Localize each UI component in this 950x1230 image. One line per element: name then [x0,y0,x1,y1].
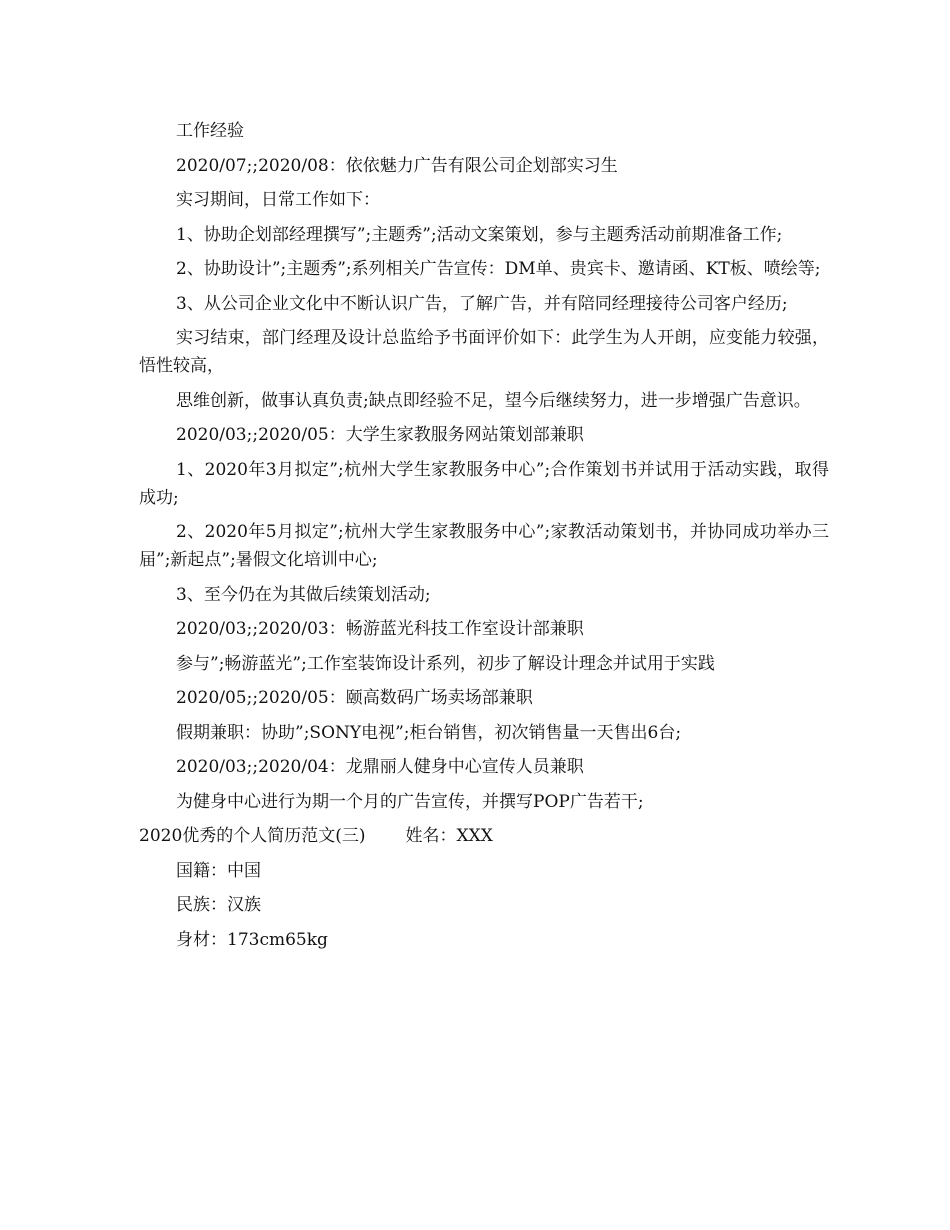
paragraph-studio-period: 2020/03;;2020/03：畅游蓝光科技工作室设计部兼职 [176,619,584,639]
paragraph-tutoring-3: 3、至今仍在为其做后续策划活动; [176,584,431,605]
paragraph-fitness-period: 2020/03;;2020/04：龙鼎丽人健身中心宣传人员兼职 [176,757,584,777]
paragraph-duty-2: 2、协助设计”;主题秀”;系列相关广告宣传：DM单、贵宾卡、邀请函、KT板、喷绘等; [176,259,821,279]
paragraph-work-experience-heading: 工作经验 [176,121,244,141]
paragraph-tutoring-period: 2020/03;;2020/05：大学生家教服务网站策划部兼职 [176,425,584,445]
paragraph-studio-duty: 参与”;畅游蓝光”;工作室装饰设计系列，初步了解设计理念并试用于实践 [176,653,715,674]
paragraph-daily-work-intro: 实习期间，日常工作如下： [176,190,380,210]
paragraph-duty-3: 3、从公司企业文化中不断认识广告，了解广告，并有陪同经理接待公司客户经历; [176,293,788,314]
document-body [139,117,829,960]
paragraph-duty-1: 1、协助企划部经理撰写”;主题秀”;活动文案策划，参与主题秀活动前期准备工作; [176,224,783,245]
paragraph-store-duty: 假期兼职：协助”;SONY电视”;柜台销售，初次销售量一天售出6台; [176,722,682,743]
detail-nationality: 国籍：中国 [176,860,261,881]
detail-ethnicity: 民族：汉族 [176,895,261,915]
paragraph-evaluation: 实习结束，部门经理及设计总监给予书面评价如下：此学生为人开朗，应变能力较强，悟性较高， [139,328,829,376]
paragraph-internship-period: 2020/07;;2020/08：依依魅力广告有限公司企划部实习生 [176,155,618,176]
paragraph-tutoring-2: 2、2020年5月拟定”;杭州大学生家教服务中心”;家教活动策划书，并协同成功举办三届”;新起点”;暑假文化培训中心; [139,522,829,570]
paragraph-tutoring-1: 1、2020年3月拟定”;杭州大学生家教服务中心”;合作策划书并试用于活动实践，取得成功; [139,459,829,508]
paragraph-store-period: 2020/05;;2020/05：颐高数码广场卖场部兼职 [176,688,533,708]
name-field: 姓名：XXX [405,826,493,846]
detail-height-weight: 身材：173cm65kg [176,929,328,950]
section-title-line [139,822,829,850]
paragraph-evaluation-continued: 思维创新，做事认真负责;缺点即经验不足，望今后继续努力，进一步增强广告意识。 [176,390,811,411]
paragraph-fitness-duty: 为健身中心进行为期一个月的广告宣传，并撰写POP广告若干; [176,791,644,812]
section-title: 2020优秀的个人简历范文(三) [139,826,366,846]
